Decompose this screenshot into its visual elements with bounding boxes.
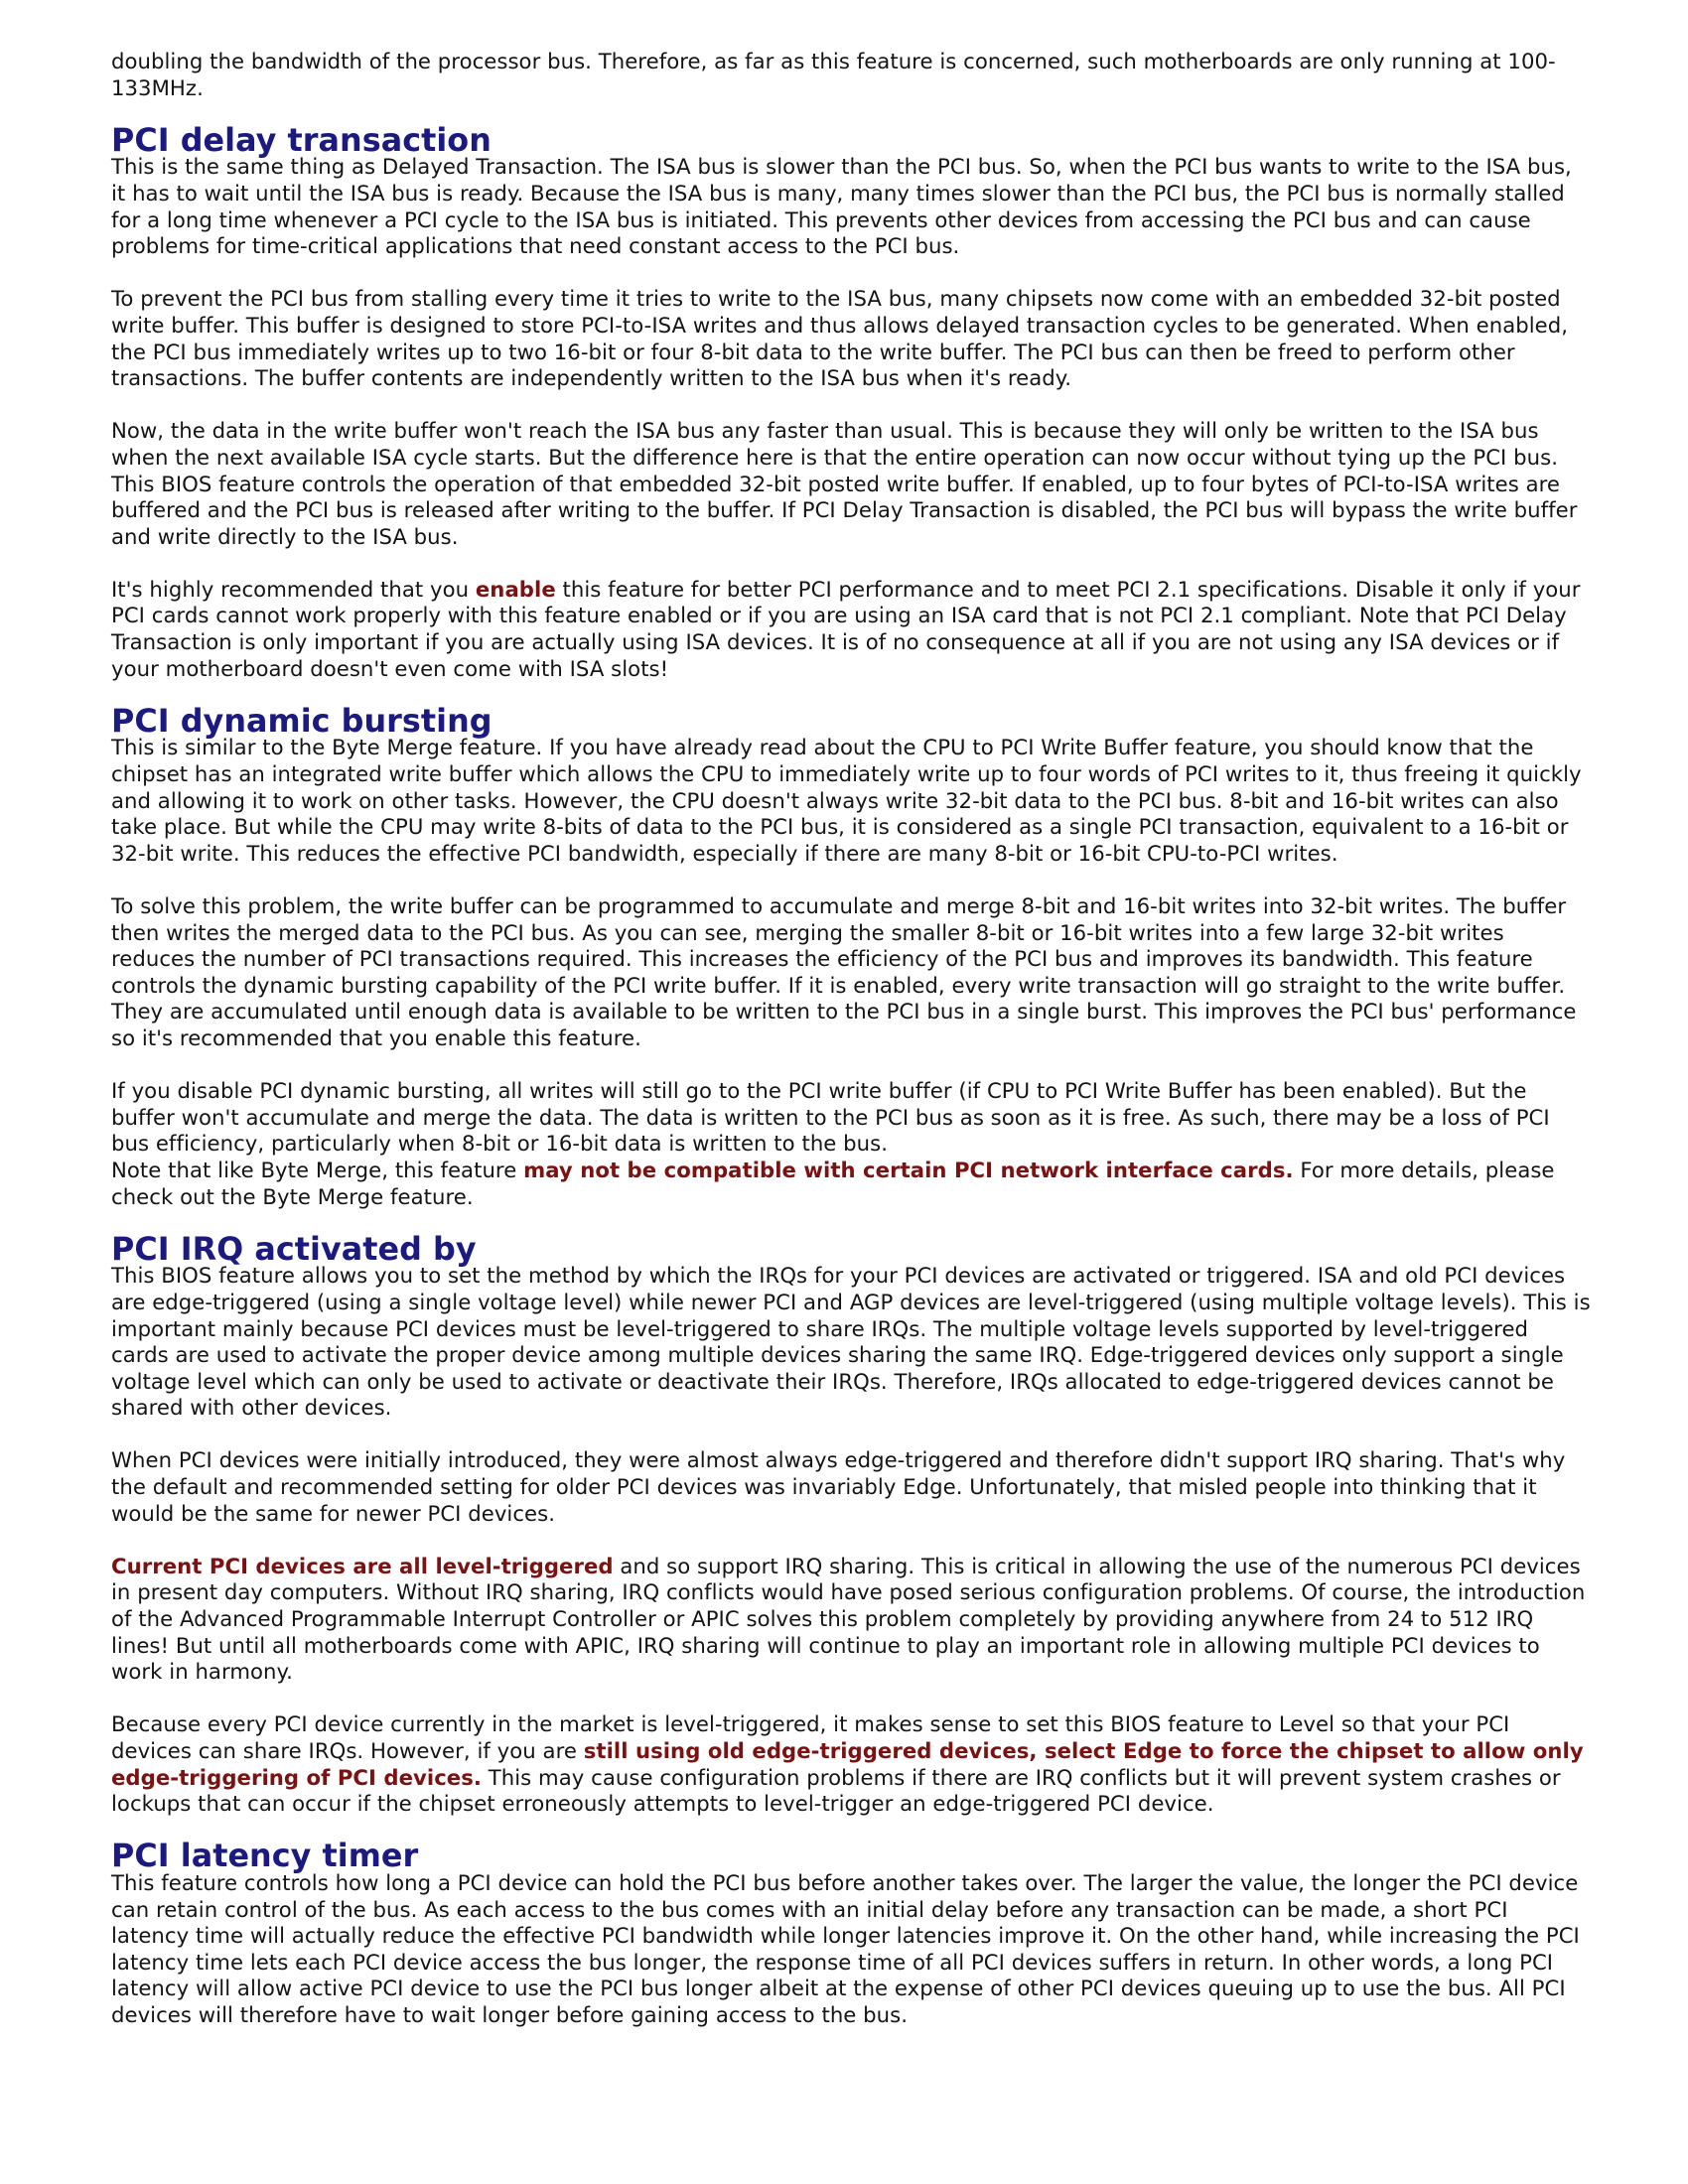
pci-irq-p4-highlight: still using old edge-triggered devices, select Edge to force the chipset to allow only edge-triggering of PCI devices.	[111, 1738, 1584, 1790]
pci-bursting-p4-text-a: Note that like Byte Merge, this feature	[111, 1157, 524, 1182]
pci-latency-paragraph-1: This feature controls how long a PCI device can hold the PCI bus before another takes over. The larger the value, the longer the PCI device can retain control of the bus. As each access to the bus comes with an initial delay before any transaction can be made, a short PCI latency time will actually reduce the effective PCI bandwidth while longer latencies improve it. On the other hand, while increasing the PCI latency time lets each PCI device access the bus longer, the response time of all PCI devices suffers in return. In other words, a long PCI latency will allow active PCI device to use the PCI bus longer albeit at the expense of other PCI devices queuing up to use the bus. All PCI devices will therefore have to wait longer before gaining access to the bus.	[111, 1869, 1580, 2027]
intro-paragraph: doubling the bandwidth of the processor bus. Therefore, as far as this feature is concerned, such motherboards are only running at 100-133MHz.	[111, 49, 1556, 100]
section-title-pci-dynamic-bursting: PCI dynamic bursting	[111, 702, 492, 740]
pci-irq-paragraph-1: This BIOS feature allows you to set the method by which the IRQs for your PCI devices are activated or triggered. ISA and old PCI devices are edge-triggered (using a single voltage level) while newer PCI and AGP devices are level-triggered (using multiple voltage levels). This is important mainly because PCI devices must be level-triggered to share IRQs. The multiple voltage levels supported by level-triggered cards are used to activate the proper device among multiple devices sharing the same IRQ. Edge-triggered devices only support a single voltage level which can only be used to activate or deactivate their IRQs. Therefore, IRQs allocated to edge-triggered devices cannot be shared with other devices.	[111, 1263, 1591, 1421]
section-title-pci-latency-timer: PCI latency timer	[111, 1838, 419, 1875]
pci-delay-paragraph-2: To prevent the PCI bus from stalling every time it tries to write to the ISA bus, many chipsets now come with an embedded 32-bit posted write buffer. This buffer is designed to store PCI-to-ISA writes and thus allows delayed transaction cycles to be generated. When enabled, the PCI bus immediately writes up to two 16-bit or four 8-bit data to the write buffer. The PCI bus can then be freed to perform other transactions. The buffer contents are independently written to the ISA bus when it's ready.	[111, 286, 1569, 391]
pci-irq-p3-text-b: and so support IRQ sharing. This is critical in allowing the use of the numerous PCI devices in present day computers. Without IRQ sharing, IRQ conflicts would have posed serious configuration problems. Of course, the introduction of the Advanced Programmable Interrupt Controller or APIC solves this problem completely by providing anywhere from 24 to 512 IRQ lines! But until all motherboards come with APIC, IRQ sharing will continue to play an important role in allowing multiple PCI devices to work in harmony.	[111, 1553, 1586, 1685]
pci-bursting-paragraph-4	[111, 1158, 1591, 1210]
pci-irq-paragraph-3	[111, 1554, 1591, 1686]
pci-bursting-paragraph-3: If you disable PCI dynamic bursting, all writes will still go to the PCI write buffer (if CPU to PCI Write Buffer has been enabled). But the buffer won't accumulate and merge the data. The data is written to the PCI bus as soon as it is free. As such, there may be a loss of PCI bus efficiency, particularly when 8-bit or 16-bit data is written to the bus.	[111, 1078, 1550, 1157]
pci-irq-p4-text-a: Because every PCI device currently in the market is level-triggered, it makes sense to set this BIOS feature to Level so that your PCI devices can share IRQs. However, if you are	[111, 1711, 1510, 1763]
pci-irq-p4-text-b: This may cause configuration problems if there are IRQ conflicts but it will prevent system crashes or lockups that can occur if the chipset erroneously attempts to level-trigger an edge-triggered PCI device.	[111, 1764, 1561, 1817]
pci-delay-p4-text-a: It's highly recommended that you	[111, 576, 476, 602]
document-page	[111, 49, 1591, 2055]
pci-irq-paragraph-4	[111, 1711, 1591, 1817]
pci-bursting-p4-highlight: may not be compatible with certain PCI network interface cards.	[523, 1157, 1294, 1182]
pci-irq-paragraph-2: When PCI devices were initially introduced, they were almost always edge-triggered and therefore didn't support IRQ sharing. That's why the default and recommended setting for older PCI devices was invariably Edge. Unfortunately, that misled people into thinking that it would be the same for newer PCI devices.	[111, 1447, 1566, 1526]
pci-delay-paragraph-1: This is the same thing as Delayed Transaction. The ISA bus is slower than the PCI bus. So, when the PCI bus wants to write to the ISA bus, it has to wait until the ISA bus is ready. Because the ISA bus is many, many times slower than the PCI bus, the PCI bus is normally stalled for a long time whenever a PCI cycle to the ISA bus is initiated. This prevents other devices from accessing the PCI bus and can cause problems for time-critical applications that need constant access to the PCI bus.	[111, 154, 1572, 259]
pci-bursting-p4-text-b: For more details, please check out the Byte Merge feature.	[111, 1157, 1555, 1209]
pci-delay-p4-highlight: enable	[475, 576, 556, 602]
section-title-pci-irq-activated-by: PCI IRQ activated by	[111, 1230, 477, 1268]
pci-irq-p3-highlight: Current PCI devices are all level-triggered	[111, 1553, 614, 1578]
pci-delay-paragraph-4	[111, 577, 1591, 682]
section-title-pci-delay-transaction: PCI delay transaction	[111, 121, 492, 159]
pci-delay-paragraph-3: Now, the data in the write buffer won't reach the ISA bus any faster than usual. This is because they will only be written to the ISA bus when the next available ISA cycle starts. But the difference here is that the entire operation can now occur without tying up the PCI bus. This BIOS feature controls the operation of that embedded 32-bit posted write buffer. If enabled, up to four bytes of PCI-to-ISA writes are buffered and the PCI bus is released after writing to the buffer. If PCI Delay Transaction is disabled, the PCI bus will bypass the write buffer and write directly to the ISA bus.	[111, 418, 1578, 549]
pci-bursting-paragraph-1: This is similar to the Byte Merge feature. If you have already read about the CPU to PCI Write Buffer feature, you should know that the chipset has an integrated write buffer which allows the CPU to immediately write up to four words of PCI writes to it, thus freeing it quickly and allowing it to work on other tasks. However, the CPU doesn't always write 32-bit data to the PCI bus. 8-bit and 16-bit writes can also take place. But while the CPU may write 8-bits of data to the PCI bus, it is considered as a single PCI transaction, equivalent to a 16-bit or 32-bit write. This reduces the effective PCI bandwidth, especially if there are many 8-bit or 16-bit CPU-to-PCI writes.	[111, 735, 1582, 866]
pci-bursting-paragraph-2: To solve this problem, the write buffer can be programmed to accumulate and merge 8-bit and 16-bit writes into 32-bit writes. The buffer then writes the merged data to the PCI bus. As you can see, merging the smaller 8-bit or 16-bit writes into a few large 32-bit writes reduces the number of PCI transactions required. This increases the efficiency of the PCI bus and improves its bandwidth. This feature controls the dynamic bursting capability of the PCI write buffer. If it is enabled, every write transaction will go straight to the write buffer. They are accumulated until enough data is available to be written to the PCI bus in a single burst. This improves the PCI bus' performance so it's recommended that you enable this feature.	[111, 893, 1577, 1050]
pci-delay-p4-text-b: this feature for better PCI performance and to meet PCI 2.1 specifications. Disable it only if your PCI cards cannot work properly with this feature enabled or if you are using an ISA card that is not PCI 2.1 compliant. Note that PCI Delay Transaction is only important if you are actually using ISA devices. It is of no consequence at all if you are not using any ISA devices or if your motherboard doesn't even come with ISA slots!	[111, 576, 1581, 681]
